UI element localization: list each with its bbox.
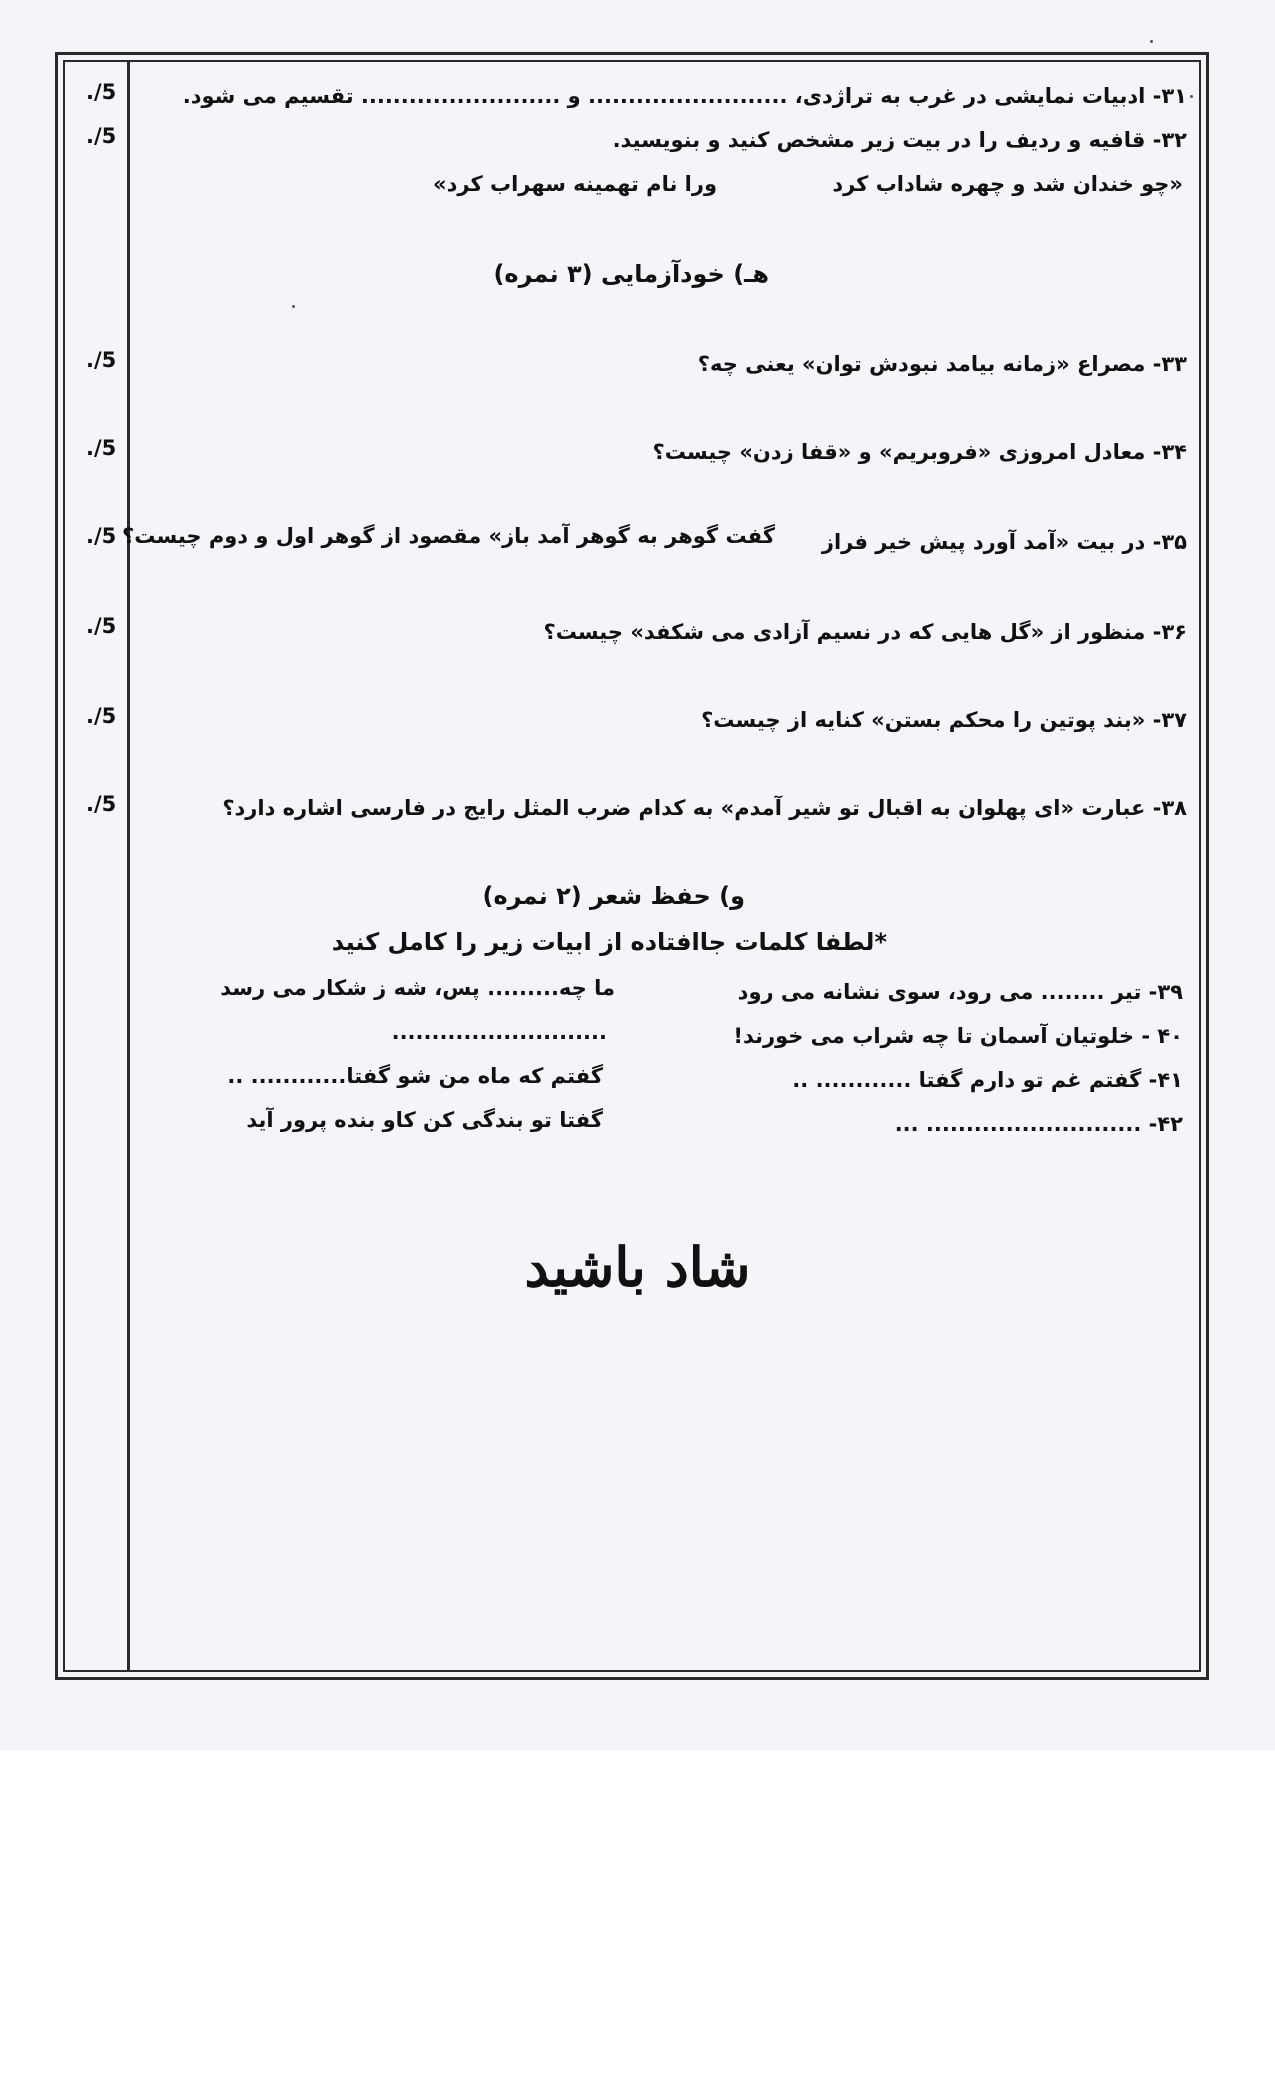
question-33: ۳۳- مصراع «زمانه بیامد نبودش توان» یعنی چه؟ [697, 352, 1187, 376]
question-31: ۳۱- ادبیات نمایشی در غرب به تراژدی، ......................... و ......................... تقسیم می شود. [182, 84, 1187, 108]
question-32: ۳۲- قافیه و ردیف را در بیت زیر مشخص کنید و بنویسید. [612, 128, 1187, 152]
poem-42-right: ۴۲- ........................... ... [894, 1112, 1183, 1136]
poem-40-right: ۴۰ - خلوتیان آسمان تا چه شراب می خورند! [733, 1024, 1183, 1048]
verse-32-left: ورا نام تهمینه سهراب کرد» [433, 172, 717, 196]
question-35-right: ۳۵- در بیت «آمد آورد پیش خیر فراز [821, 530, 1187, 554]
poem-39-right: ۳۹- تیر ........ می رود، سوی نشانه می رود [737, 980, 1183, 1004]
section-heading-poetry: و) حفظ شعر (۲ نمره) [482, 882, 745, 910]
poem-41-left: گفتم که ماه من شو گفتا............ .. [227, 1064, 603, 1088]
score-q36: ./5 [86, 614, 117, 638]
poem-41-right: ۴۱- گفتم غم تو دارم گفتا ............ .. [792, 1068, 1183, 1092]
closing-message: شاد باشید [524, 1235, 751, 1299]
poem-42-left: گفتا تو بندگی کن کاو بنده پرور آید [246, 1108, 603, 1132]
score-q32: ./5 [86, 124, 117, 148]
poetry-instruction: *لطفا کلمات جاافتاده از ابیات زیر را کامل کنید [331, 928, 887, 956]
scan-speck [1150, 40, 1153, 43]
scan-speck [1190, 95, 1193, 98]
score-q35: ./5 [86, 524, 117, 548]
question-36: ۳۶- منظور از «گل هایی که در نسیم آزادی می شکفد» چیست؟ [543, 620, 1187, 644]
question-37: ۳۷- «بند پوتین را محکم بستن» کنایه از چیست؟ [701, 708, 1187, 732]
score-q31: ./5 [86, 80, 117, 104]
score-column-divider [127, 60, 130, 1672]
section-heading-self-test: هـ) خودآزمایی (۳ نمره) [493, 260, 769, 288]
score-q34: ./5 [86, 436, 117, 460]
score-q38: ./5 [86, 792, 117, 816]
question-35-left: گفت گوهر به گوهر آمد باز» مقصود از گوهر اول و دوم چیست؟ [122, 524, 775, 548]
scan-speck [292, 305, 295, 308]
poem-39-left: ما چه......... پس، شه ز شکار می رسد [220, 976, 615, 1000]
question-34: ۳۴- معادل امروزی «فروبریم» و «قفا زدن» چیست؟ [652, 440, 1187, 464]
verse-32-right: «چو خندان شد و چهره شاداب کرد [832, 172, 1183, 196]
poem-40-left: ........................... [391, 1020, 607, 1044]
score-q37: ./5 [86, 704, 117, 728]
page-border-inner [63, 60, 1201, 1672]
score-q33: ./5 [86, 348, 117, 372]
question-38: ۳۸- عبارت «ای پهلوان به اقبال تو شیر آمدم» به کدام ضرب المثل رایج در فارسی اشاره دارد؟ [222, 796, 1187, 820]
